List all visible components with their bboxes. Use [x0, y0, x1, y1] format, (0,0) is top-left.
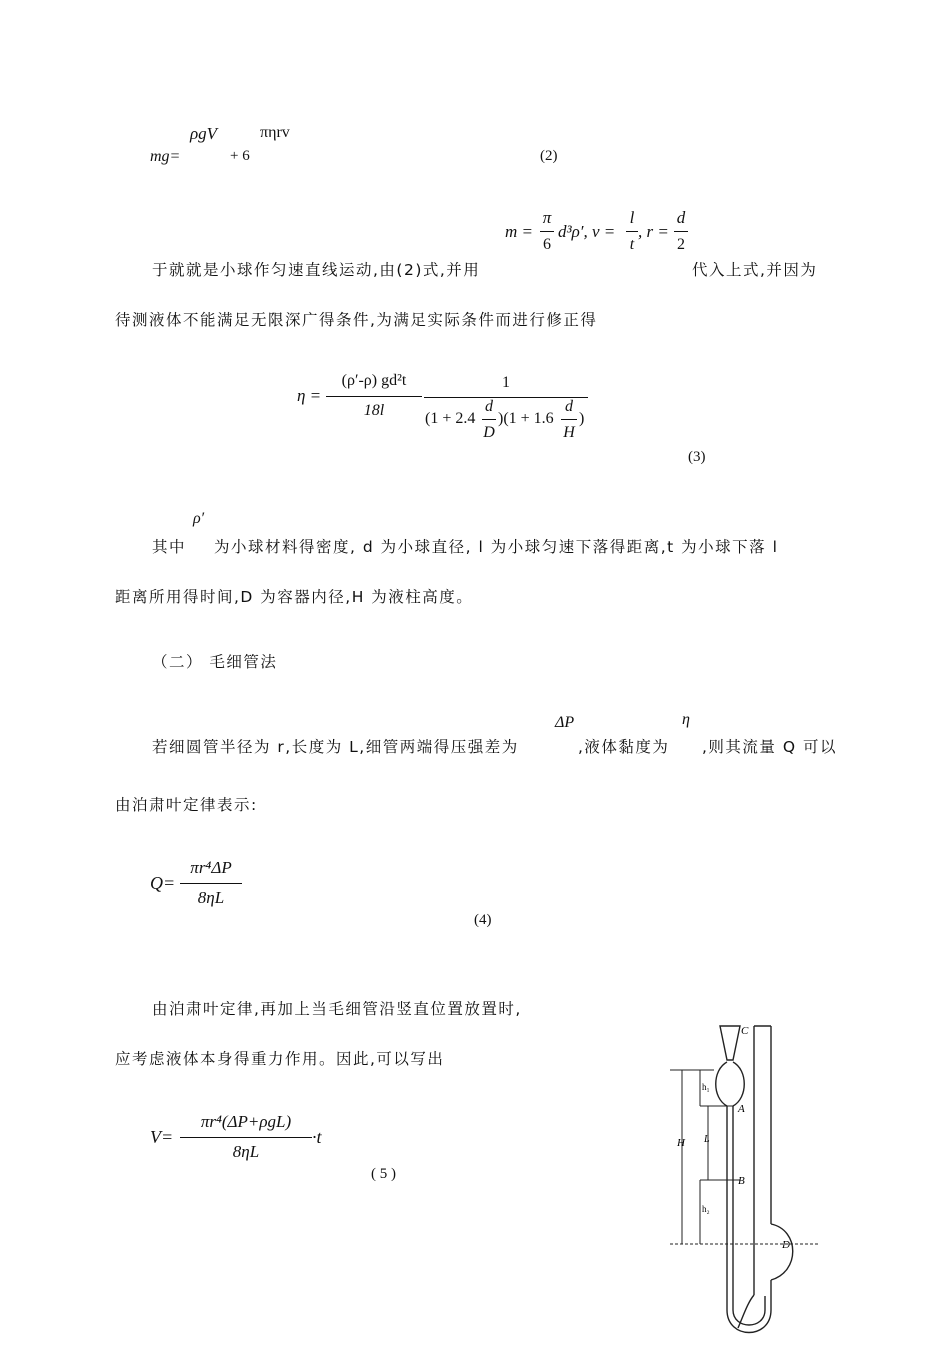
eq4-num: πr⁴ΔP	[190, 858, 232, 877]
eq3-number: (3)	[688, 449, 706, 465]
para3-eta: η	[682, 711, 690, 728]
para3-line2: 由泊肃叶定律表示:	[115, 796, 258, 814]
para3-line1b: ,液体黏度为	[578, 738, 670, 756]
inline-two: 2	[677, 236, 685, 253]
para2-line2: 距离所用得时间,D 为容器内径,H 为液柱高度。	[115, 588, 474, 606]
para3-line1c: ,则其流量 Q 可以	[702, 738, 837, 756]
inline-pi: π	[542, 208, 552, 227]
eq4-number: (4)	[474, 912, 492, 928]
eq5-num: πr⁴(ΔP+ρgL)	[200, 1112, 292, 1131]
para4-line2: 应考虑液体本身得重力作用。因此,可以写出	[115, 1050, 445, 1068]
eq3-eta: η =	[297, 386, 322, 405]
eq3-d1: d	[485, 398, 493, 415]
viscometer-figure	[640, 1010, 840, 1344]
inline-six: 6	[543, 236, 551, 253]
label-a: A	[738, 1103, 745, 1115]
eq2-term2: πηrv	[260, 124, 290, 141]
eq2-number: (2)	[540, 148, 558, 164]
eq5-number: ( 5 )	[371, 1166, 396, 1182]
eq2-term1: ρgV	[190, 124, 218, 143]
label-c: C	[741, 1025, 749, 1037]
para1-line2: 待测液体不能满足无限深广得条件,为满足实际条件而进行修正得	[115, 311, 598, 329]
eq3-num1: (ρ′-ρ) gd²t	[341, 372, 407, 389]
inline-d: d	[676, 208, 686, 227]
eq3-den2-b: )(1 + 1.6	[498, 410, 554, 427]
eq4-den: 8ηL	[197, 888, 225, 907]
eq3-D: D	[483, 424, 495, 441]
para3-delta-p: ΔP	[555, 714, 575, 731]
para1-line1b: 代入上式,并因为	[692, 261, 818, 279]
para2-rho-prime: ρ′	[193, 510, 205, 527]
label-d: D	[782, 1239, 790, 1251]
label-l: L	[704, 1134, 710, 1145]
viscometer-diagram	[640, 1010, 840, 1344]
eq2-lhs: mg=	[150, 148, 181, 165]
eq3-num2: 1	[502, 374, 510, 391]
eq3-den2-a: (1 + 2.4	[425, 410, 476, 427]
inline-d3rho: d³ρ′, v =	[558, 222, 616, 241]
eq5-den: 8ηL	[232, 1142, 260, 1161]
inline-m-eq: m =	[505, 222, 533, 241]
eq3-den1: 18l	[363, 402, 385, 419]
eq5-tail: ·t	[312, 1127, 322, 1147]
eq3-d2: d	[565, 398, 573, 415]
inline-t: t	[629, 236, 635, 253]
label-h2: h₂	[702, 1204, 710, 1214]
inline-l: l	[629, 208, 635, 227]
para2-line1b: 为小球材料得密度, d 为小球直径, l 为小球匀速下落得距离,t 为小球下落 l	[214, 538, 779, 556]
eq4-lhs: Q=	[150, 873, 176, 893]
label-h1: h₁	[702, 1082, 710, 1092]
eq3-H: H	[563, 424, 575, 441]
label-b: B	[738, 1175, 745, 1187]
eq2-plus6: + 6	[230, 148, 250, 164]
para2-line1a: 其中	[152, 538, 187, 556]
para1-line1a: 于就就是小球作匀速直线运动,由(2)式,并用	[152, 261, 481, 279]
label-h: H	[677, 1137, 685, 1149]
section-heading: （二） 毛细管法	[152, 653, 278, 671]
inline-r-eq: , r =	[638, 222, 669, 241]
para4-line1: 由泊肃叶定律,再加上当毛细管沿竖直位置放置时,	[152, 1000, 522, 1018]
eq5-lhs: V=	[150, 1127, 174, 1147]
eq3-den2-c: )	[579, 410, 585, 427]
para3-line1a: 若细圆管半径为 r,长度为 L,细管两端得压强差为	[152, 738, 519, 756]
